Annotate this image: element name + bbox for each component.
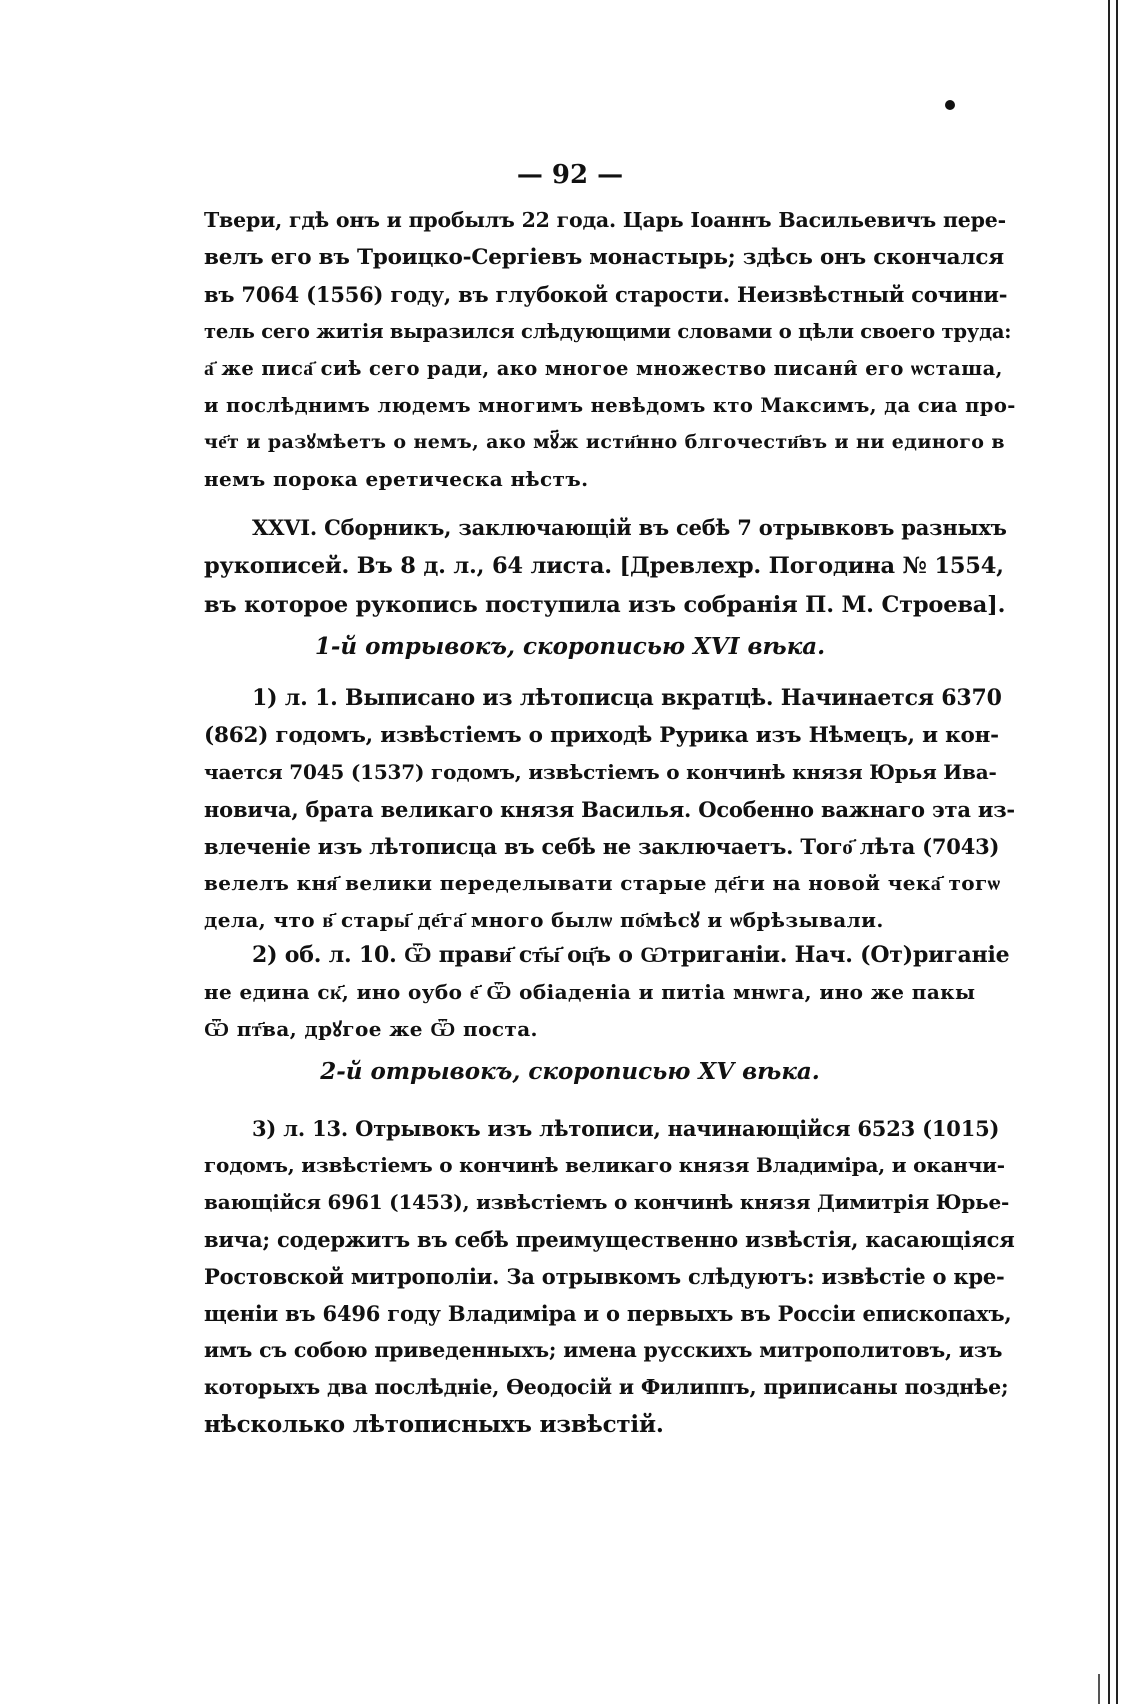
slavonic-line: дела, что в҃ стары҃ де҃га҃ много былѡ по҃мѣсꙋ и ѡбрѣзывали. xyxy=(204,908,884,932)
text-line: нѣсколько лѣтописныхъ извѣстій. xyxy=(204,1411,664,1438)
slavonic-line: а҃ же писа҃ сиѣ сего ради, ако многое множество писани̑ его ѡсташа, xyxy=(204,357,1003,380)
paragraph-continuation xyxy=(204,202,1016,498)
text-line: (862) годомъ, извѣстіемъ о приходѣ Рурика изъ Нѣмецъ, и кон- xyxy=(204,723,999,748)
text-line: 2) об. л. 10. Ѿ прави҃ ст҃ы҃ оц҃ъ о Ѡтриганіи. Нач. (От)риганіе xyxy=(252,942,1010,968)
slavonic-line: не едина ск҃, ино оубо е҃ Ѿ обіаденіа и питіа мнѡга, ино же пакы xyxy=(204,980,976,1004)
text-line: чается 7045 (1537) годомъ, извѣстіемъ о кончинѣ князя Юрья Ива- xyxy=(204,760,997,784)
slavonic-line: и послѣднимъ людемъ многимъ невѣдомъ кто Максимъ, да сиа про- xyxy=(204,394,1016,417)
text-line: 1) л. 1. Выписано из лѣтописца вкратцѣ. Начинается 6370 xyxy=(252,685,1002,711)
heading-line: XXVI. Сборникъ, заключающій въ себѣ 7 отрывковъ разныхъ xyxy=(252,515,1007,540)
text-line: 3) л. 13. Отрывокъ изъ лѣтописи, начинающійся 6523 (1015) xyxy=(252,1116,1000,1141)
ink-dot xyxy=(945,100,955,110)
text-line: вича; содержитъ въ себѣ преимущественно извѣстія, касающіяся xyxy=(204,1227,1015,1252)
slavonic-line: велелъ кня҃ велики переделывати старые де҃ги на новой чека҃ тогѡ xyxy=(204,871,1001,895)
text-line: велъ его въ Троицко-Сергіевъ монастырь; здѣсь онъ скончался xyxy=(204,245,1004,270)
text-line: Твери, гдѣ онъ и пробылъ 22 года. Царь Іоаннъ Васильевичъ пере- xyxy=(204,208,1006,232)
subheading-fragment-1: 1-й отрывокъ, скорописью XVI вѣка. xyxy=(314,633,826,660)
slavonic-line: че҃т и разꙋмѣетъ о немъ, ако мꙋ҃ж исти҃нно блгочести҃въ и ни единого в xyxy=(204,431,1005,453)
text-line: щеніи въ 6496 году Владиміра и о первыхъ въ Россіи епископахъ, xyxy=(204,1301,1012,1326)
slavonic-line: немъ порока еретическа нѣстъ. xyxy=(204,467,589,491)
subheading-fragment-2: 2-й отрывокъ, скорописью XV вѣка. xyxy=(320,1058,820,1085)
entry-3 xyxy=(204,1110,1016,1443)
text-line: годомъ, извѣстіемъ о кончинѣ великаго князя Владиміра, и оканчи- xyxy=(204,1153,1005,1177)
text-line: вающійся 6961 (1453), извѣстіемъ о кончинѣ князя Димитрія Юрье- xyxy=(204,1190,1010,1214)
entry-1 xyxy=(204,680,1016,939)
entry-2 xyxy=(204,937,1016,1048)
text-line: имъ съ собою приведенныхъ; имена русскихъ митрополитовъ, изъ xyxy=(204,1338,1003,1362)
text-line: влеченіе изъ лѣтописца въ себѣ не заключаетъ. Того҃ лѣта (7043) xyxy=(204,834,1000,859)
page-number: — 92 — xyxy=(516,160,624,190)
section-heading xyxy=(204,508,1016,625)
text-line: которыхъ два послѣдніе, Ѳеодосій и Филиппъ, приписаны позднѣе; xyxy=(204,1375,1009,1399)
text-line: новича, брата великаго князя Василья. Особенно важнаго эта из- xyxy=(204,797,1015,822)
heading-line: въ которое рукопись поступила изъ собранія П. М. Строева]. xyxy=(204,592,1006,618)
text-line: Ростовской митрополіи. За отрывкомъ слѣдуютъ: извѣстіе о кре- xyxy=(204,1264,1005,1289)
slavonic-line: Ѿ пт҃ва, дрꙋгое же Ѿ поста. xyxy=(204,1017,538,1041)
heading-line: рукописей. Въ 8 д. л., 64 листа. [Древлехр. Погодина № 1554, xyxy=(204,553,1004,579)
page-edge xyxy=(1108,0,1118,1704)
text-line: въ 7064 (1556) году, въ глубокой старости. Неизвѣстный сочини- xyxy=(204,282,1008,307)
text-line: тель сего житія выразился слѣдующими словами о цѣли своего труда: xyxy=(204,320,1012,343)
edge-mark xyxy=(1098,1674,1106,1704)
